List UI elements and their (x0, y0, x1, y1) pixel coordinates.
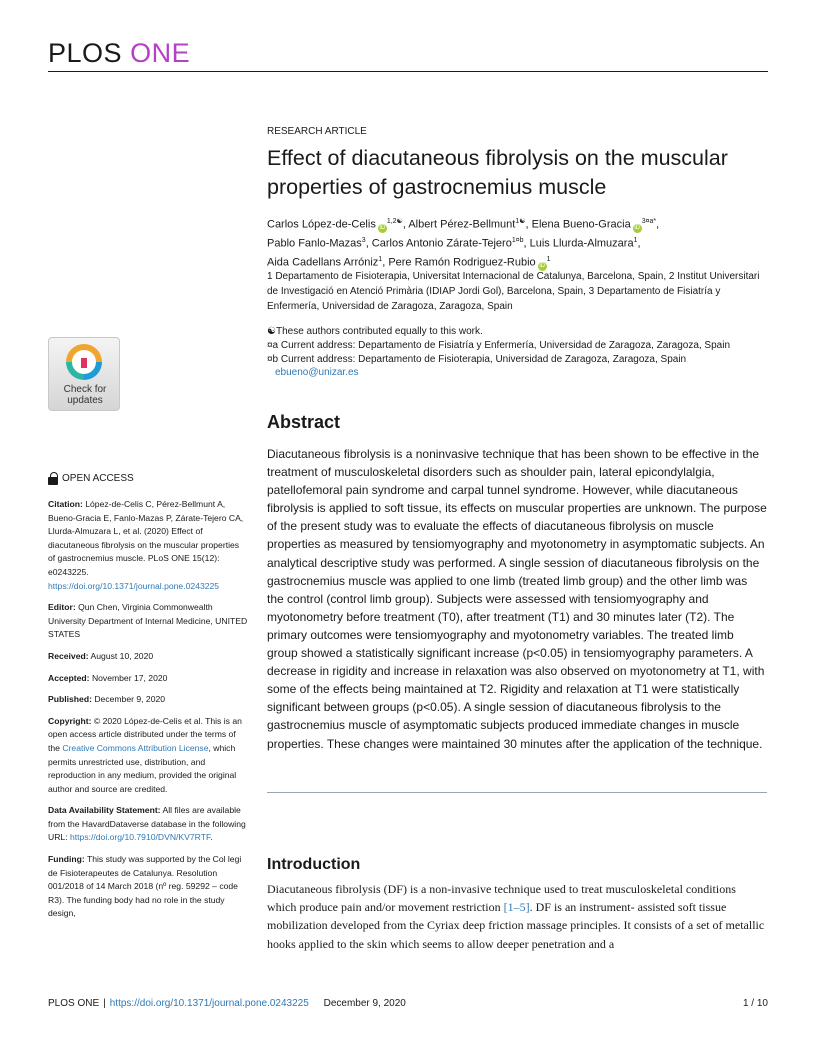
article-title: Effect of diacutaneous fibrolysis on the muscular properties of gastrocnemius muscle (267, 146, 728, 199)
author-name: , Pere Ramón Rodriguez-Rubio (382, 256, 536, 269)
author-affil-sup: 3¤a* (641, 218, 657, 225)
footer-doi-link[interactable]: https://doi.org/10.1371/journal.pone.0243225 (109, 998, 309, 1009)
author-name: Carlos López-de-Celis (267, 218, 376, 231)
footer-separator: | (103, 998, 106, 1009)
crossmark-label: Check for updates (63, 384, 107, 406)
abstract-heading: Abstract (267, 412, 341, 432)
author-affil-sup: 1,2☯ (386, 218, 403, 225)
page-footer (48, 998, 768, 1009)
footer-journal: PLOS ONE (48, 998, 100, 1009)
citation-doi-link[interactable]: https://doi.org/10.1371/journal.pone.0243225 (48, 580, 220, 591)
article-type: RESEARCH ARTICLE (267, 126, 367, 137)
orcid-icon[interactable]: iD (539, 262, 545, 269)
accepted-date: Accepted: November 17, 2020 (48, 672, 168, 683)
author-name: , Luis Llurda-Almuzara (523, 237, 634, 250)
funding: Funding: This study was supported by the Col legi de Fisioterapeutes de Catalunya. Resolution 001/2018 of 14 March 2018 (nº reg. 59292 – code R3). The funding body had no role in the study design, (48, 854, 242, 919)
current-address-a: ¤a Current address: Departamento de Fisiatría y Enfermería, Universidad de Zaragoza, Zaragoza, Spain (267, 339, 731, 351)
footer-date: December 9, 2020 (323, 998, 406, 1009)
copyright: Copyright: © 2020 López-de-Celis et al. This is an open access article distributed under the terms of the Creative Commons Attribution License, which permits unrestricted use, distribution, and reproduction in any medium, provided the original author and source are credited. (48, 715, 242, 794)
crossmark-icon (66, 344, 102, 380)
reference-link[interactable]: [1–5] (503, 900, 530, 915)
author-affil-sup: 1 (378, 256, 383, 264)
abstract-text: Diacutaneous fibrolysis is a noninvasive technique that has been shown to be effective in the treatment of musculoskeletal disorders such as shoulder pain, lateral epicondylalgia, patellofemoral pain syndrome and carpal tunnel syndrome. However, while diacutaneous fibrolysis is applied to soft tissue, its effects on muscular properties are unknown. The purpose of the present study was to evaluate the effects of diacutaneous fibrolysis on muscle properties as measured by tensiomyography and myotonometry in asymptomatic subjects. An analytical descriptive study was performed. A single session of diacutaneous fibrolysis on the gastrocnemius muscle was applied to one limb (treated limb group) and the other limb was the control (control limb group). Subjects were assessed with tensiomyography and myotonometry before treatment (T0), after treatment (T1) and 30 minutes later (T2). The primary outcomes were tensiomyography and myotonometry variables. The treated limb group showed a statistically significant increase (p<0.05) in tensiomyography parameters. A decrease in rigidity and increase in relaxation was also observed on myotonometry at T1, with some of the effects being maintained at T2. Rigidity and relaxation at T1 were statistically significant between groups (p<0.05). A single session of diacutaneous fibrolysis to the gastrocnemius muscle of asymptomatic subjects produced immediate changes in muscle properties. These changes were maintained 30 minutes after the application of the technique. (267, 447, 767, 751)
journal-logo (48, 38, 190, 69)
author-name: , Carlos Antonio Zárate-Tejero (365, 237, 512, 250)
author-affil-sup: 3 (361, 237, 366, 245)
author-separator: , (656, 218, 660, 231)
orcid-icon[interactable]: iD (634, 224, 641, 231)
received-date: Received: August 10, 2020 (48, 650, 154, 661)
page-number: 1 / 10 (742, 998, 768, 1009)
author-name: , Albert Pérez-Bellmunt (402, 218, 516, 231)
author-affil-sup: 1 (546, 256, 551, 264)
affiliations: 1 Departamento de Fisioterapia, Universitat Internacional de Catalunya, Barcelona, Spain, 2 Institut Universitari de Investigació en Atenció Primària (IDIAP Jordi Gol), Barcelona, Spain, 3 Departamento de Fisiatría y Enfermería, Universidad de Zaragoza, Zaragoza, Spain (267, 271, 760, 312)
data-doi-link[interactable]: https://doi.org/10.7910/DVN/KV7RTF (69, 832, 211, 843)
author-name: Pablo Fanlo-Mazas (267, 237, 362, 250)
author-affil-sup: 1¤b (511, 237, 524, 245)
license-link[interactable]: Creative Commons Attribution License (62, 742, 209, 753)
journal-name-part2: ONE (130, 38, 191, 68)
author-name: , Elena Bueno-Gracia (525, 218, 631, 231)
data-availability: Data Availability Statement: All files are available from the HavardDataverse database in the following URL: https://doi.org/10.7910/DVN/KV7RTF. (48, 805, 246, 843)
abstract-divider (267, 792, 767, 793)
equal-contribution-note: ☯These authors contributed equally to this work. (267, 326, 483, 337)
journal-name-part1: PLOS (48, 38, 123, 68)
open-access-label: OPEN ACCESS (48, 472, 134, 485)
author-affil-sup: 1☯ (515, 218, 526, 225)
author-notes (267, 325, 767, 380)
published-date: Published: December 9, 2020 (48, 694, 166, 705)
check-for-updates-badge[interactable] (48, 337, 120, 411)
author-separator: , (637, 237, 641, 250)
open-lock-icon (48, 472, 58, 485)
author-list (267, 214, 767, 271)
citation: Citation: López-de-Celis C, Pérez-Bellmunt A, Bueno-Gracia E, Fanlo-Mazas P, Zárate-Tejero CA, Llurda-Almuzara L, et al. (2020) Effect of diacutaneous fibrolysis on the muscular properties of gastrocnemius muscle. PLoS ONE 15(12): e0243225. https://doi.org/10.1371/journal.pone.0243225 (48, 499, 244, 591)
editor: Editor: Qun Chen, Virginia Commonwealth University Department of Internal Medicine, UNITED STATES (48, 602, 248, 640)
author-name: Aida Cadellans Arróniz (267, 256, 379, 269)
orcid-icon[interactable]: iD (379, 224, 386, 231)
header-rule (48, 71, 768, 72)
article-metadata-sidebar (48, 498, 248, 929)
introduction-text: Diacutaneous fibrolysis (DF) is a non-invasive technique used to treat musculoskeletal conditions which produce pain and/or movement restriction [1–5]. DF is an instrument- assisted soft tissue mobilization developed from the Cyriax deep friction massage principles. It consists of a set of metallic hooks applied to the skin which seems to allow deeper penetration and a (267, 882, 765, 951)
author-affil-sup: 1 (633, 237, 638, 245)
introduction-heading: Introduction (267, 856, 361, 873)
current-address-b: ¤b Current address: Departamento de Fisioterapia, Universidad de Zaragoza, Zaragoza, Spain (267, 353, 687, 365)
corresponding-email-link[interactable]: ebueno@unizar.es (275, 367, 359, 379)
